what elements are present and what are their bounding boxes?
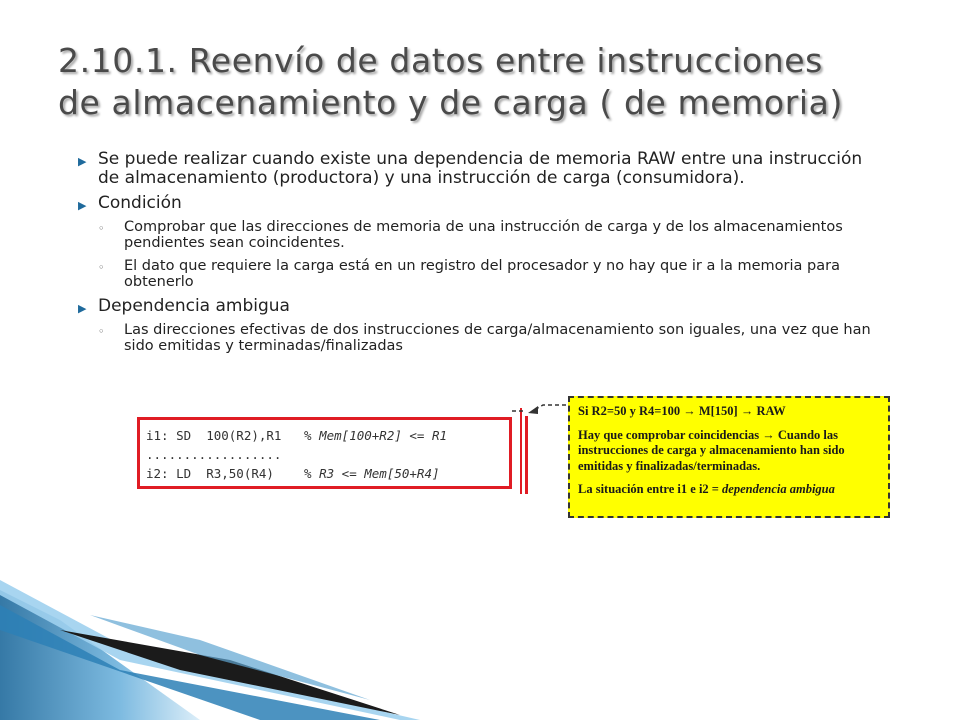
code-comment: % R3 <= Mem[50+R4] (304, 466, 440, 481)
callout-raw-line: Si R2=50 y R4=100 → M[150] → RAW (578, 404, 786, 418)
code-instruction: i2: LD R3,50(R4) (146, 466, 305, 481)
bullet-arrow-icon: ▶ (78, 199, 87, 212)
callout-check-line: Hay que comprobar coincidencias → Cuando las instrucciones de carga y almacenamiento han sido emitidas y finalizadas/terminadas. (578, 427, 845, 473)
bullet-arrow-icon: ▶ (78, 302, 87, 315)
explanation-callout (568, 396, 890, 518)
sub-bullet-circle-icon: ◦ (98, 261, 105, 274)
bullet-text: Dependencia ambigua (98, 296, 290, 316)
bullet-arrow-icon: ▶ (78, 155, 87, 168)
code-instruction: i1: SD 100(R2),R1 (146, 428, 305, 443)
sub-bullet-text: Las direcciones efectivas de dos instrucciones de carga/almacenamiento son iguales, una vez que han sido emitidas y terminadas/finalizadas (124, 322, 871, 354)
callout-conclusion-prefix: La situación entre i1 e i2 = (578, 482, 723, 496)
bullet-text: Se puede realizar cuando existe una dependencia de memoria RAW entre una instrucción de almacenamiento (productora) y una instrucción de carga (consumidora). (98, 149, 863, 188)
callout-conclusion-line (578, 482, 880, 498)
sub-bullet-text: Comprobar que las direcciones de memoria de una instrucción de carga y de los almacenamientos pendientes sean coincidentes. (124, 219, 843, 251)
title-line-1: 2.10.1. Reenvío de datos entre instrucciones (58, 41, 823, 80)
slide-decoration (0, 560, 960, 720)
title-line-2: de almacenamiento y de carga ( de memoria) (58, 83, 843, 122)
bullet-text: Condición (98, 193, 182, 213)
sub-bullet-text: El dato que requiere la carga está en un registro del procesador y no hay que ir a la memoria para obtenerlo (124, 258, 840, 290)
sub-bullet-circle-icon: ◦ (98, 325, 105, 338)
sub-bullet-circle-icon: ◦ (98, 222, 105, 235)
code-line-dots: .................. (146, 447, 282, 462)
code-comment: % Mem[100+R2] <= R1 (304, 428, 448, 443)
callout-conclusion-emphasis: dependencia ambigua (722, 482, 835, 496)
